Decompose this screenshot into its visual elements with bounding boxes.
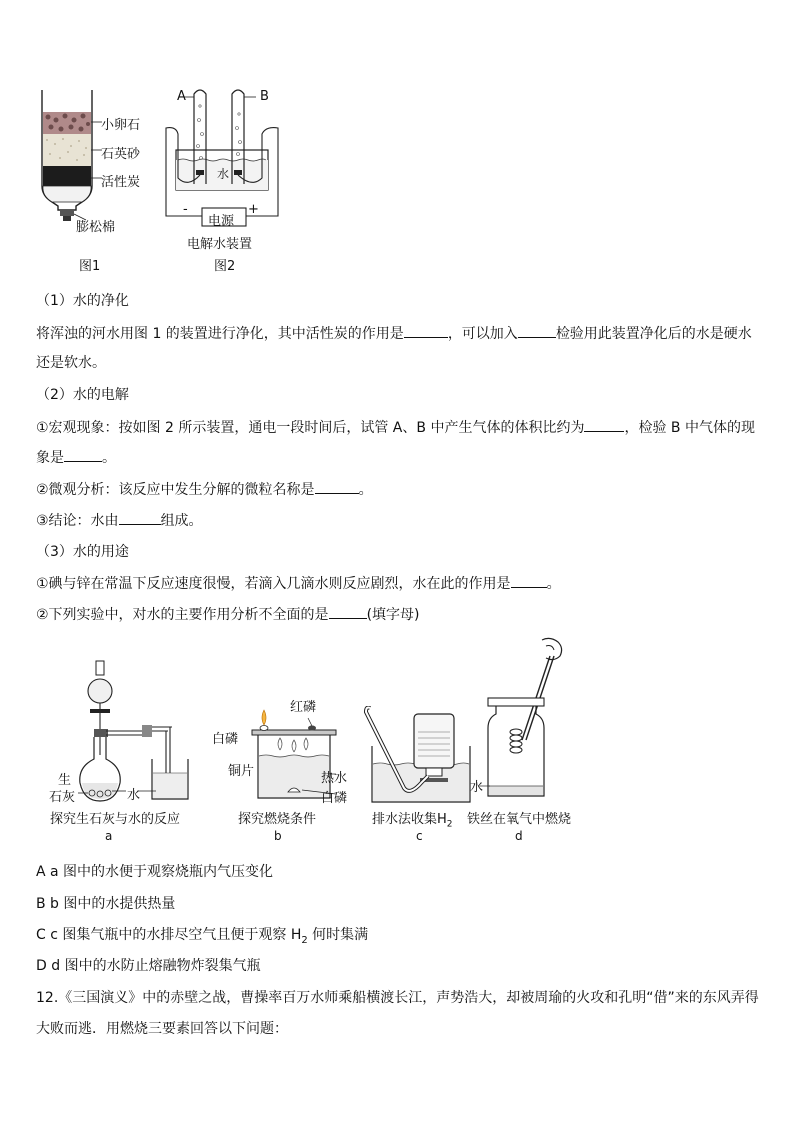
answer-blank[interactable] (584, 418, 624, 432)
text-span: ，可以加入 (447, 326, 518, 342)
section-2-heading: （2）水的电解 (36, 387, 129, 403)
exp-b-label-red-phosphorus: 红磷 (290, 700, 317, 715)
exp-d-caption: 铁丝在氧气中燃烧 (467, 812, 572, 827)
exp-b-caption: 探究燃烧条件 (238, 812, 317, 827)
text-span: 组成。 (160, 513, 203, 529)
experiment-d-figure (470, 634, 580, 804)
exp-b-label-copper-sheet: 铜片 (228, 764, 255, 779)
question-12-line-2: 大败而逃．用燃烧三要素回答以下问题： (36, 1021, 288, 1037)
section-1-line-1 (36, 324, 752, 343)
text-span: 象是 (36, 450, 64, 466)
text-span: C c 图集气瓶中的水排尽空气且便于观察 H (36, 927, 302, 943)
fig1-label-activated-carbon: 活性炭 (101, 175, 141, 190)
option-c[interactable] (36, 926, 368, 950)
fig2-label-power-supply: 电源 (208, 214, 235, 229)
section-1-line-2: 还是软水。 (36, 355, 106, 371)
exp-b-letter: b (274, 829, 282, 843)
fig2-label-tube-b: B (260, 89, 269, 104)
section-3-line-1 (36, 574, 561, 593)
answer-blank[interactable] (64, 448, 102, 462)
text-span: (填字母) (366, 607, 420, 623)
text-span: 排水法收集H (372, 812, 447, 827)
answer-blank[interactable] (329, 605, 367, 619)
exp-b-label-white-phosphorus-bottom: 白磷 (321, 791, 348, 806)
text-span: 检验用此装置净化后的水是硬水 (555, 326, 752, 342)
text-span: 何时集满 (307, 927, 369, 943)
text-span: 将浑浊的河水用图 1 的装置进行净化，其中活性炭的作用是 (36, 326, 404, 342)
option-b[interactable]: B b 图中的水提供热量 (36, 896, 176, 912)
answer-blank[interactable] (518, 324, 556, 338)
text-span: ，检验 B 中气体的现 (624, 420, 755, 436)
section-2-line-4 (36, 511, 203, 530)
fig2-label-minus: - (183, 202, 188, 217)
section-2-line-2 (36, 448, 116, 467)
text-span: 。 (102, 450, 116, 466)
answer-blank[interactable] (315, 480, 359, 494)
section-3-line-2 (36, 605, 420, 624)
question-12-line-1: 12.《三国演义》中的赤壁之战，曹操率百万水师乘船横渡长江，声势浩大，却被周瑜的火攻和孔明“借”来的东风弄得 (36, 990, 759, 1006)
exp-b-label-white-phosphorus-top: 白磷 (212, 732, 239, 747)
fig2-label-tube-a: A (177, 89, 186, 104)
exp-a-caption: 探究生石灰与水的反应 (50, 812, 181, 827)
exp-a-label-quicklime-2: 石灰 (49, 790, 76, 805)
fig1-label-pebbles: 小卵石 (101, 118, 141, 133)
exp-a-label-quicklime-1: 生 (58, 773, 72, 788)
text-span: ②下列实验中，对水的主要作用分析不全面的是 (36, 607, 329, 623)
exp-a-letter: a (105, 829, 113, 843)
exp-d-letter: d (515, 829, 523, 843)
fig1-label-cotton: 膨松棉 (76, 220, 116, 235)
section-3-heading: （3）水的用途 (36, 544, 129, 560)
experiment-a-figure (60, 655, 200, 805)
exp-d-label-water: 水 (470, 780, 484, 795)
fig2-caption: 图2 (214, 259, 236, 274)
answer-blank[interactable] (404, 324, 448, 338)
exp-a-label-water: 水 (127, 788, 141, 803)
fig2-label-plus: + (248, 202, 259, 217)
option-d[interactable]: D d 图中的水防止熔融物炸裂集气瓶 (36, 958, 261, 974)
text-span: ①宏观现象：按如图 2 所示装置，通电一段时间后，试管 A、B 中产生气体的体积比约为 (36, 420, 585, 436)
option-a[interactable]: A a 图中的水便于观察烧瓶内气压变化 (36, 864, 274, 880)
answer-blank[interactable] (119, 511, 161, 525)
subscript: 2 (301, 934, 308, 946)
fig2-label-water: 水 (217, 167, 230, 181)
answer-blank[interactable] (511, 574, 547, 588)
exp-c-caption (372, 808, 453, 830)
section-2-line-3 (36, 480, 373, 499)
fig1-caption: 图1 (79, 259, 101, 274)
subscript: 2 (446, 819, 453, 830)
exp-c-letter: c (416, 829, 423, 843)
section-2-line-1 (36, 418, 755, 437)
exp-b-label-hot-water: 热水 (321, 771, 348, 786)
fig1-label-quartz-sand: 石英砂 (101, 147, 141, 162)
text-span: ③结论：水由 (36, 513, 119, 529)
fig2-title: 电解水装置 (187, 237, 253, 252)
text-span: ②微观分析：该反应中发生分解的微粒名称是 (36, 482, 315, 498)
experiment-c-figure (364, 706, 474, 806)
text-span: ①碘与锌在常温下反应速度很慢，若滴入几滴水则反应剧烈，水在此的作用是 (36, 576, 511, 592)
text-span: 。 (358, 482, 373, 498)
section-1-heading: （1）水的净化 (36, 293, 129, 309)
text-span: 。 (546, 576, 561, 592)
